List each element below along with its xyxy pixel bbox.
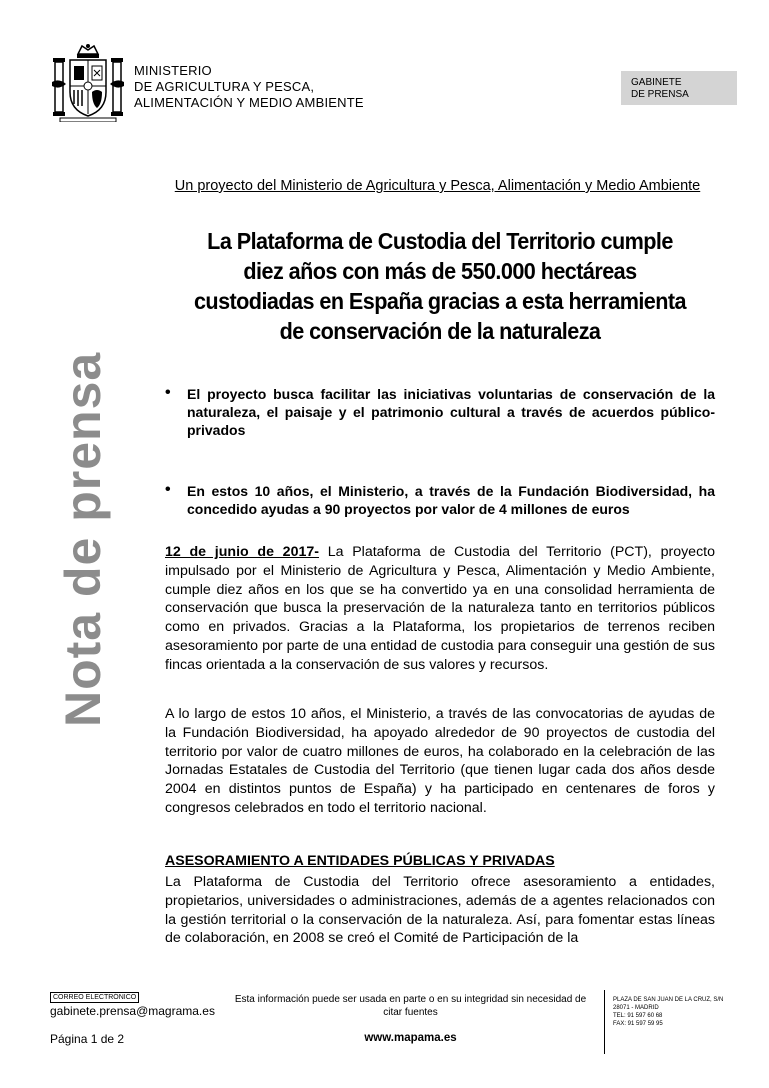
ministry-line-2: DE AGRICULTURA Y PESCA, xyxy=(134,79,315,94)
email-address[interactable]: gabinete.prensa@magrama.es xyxy=(50,1004,215,1018)
email-label: CORREO ELECTRÓNICO xyxy=(50,992,139,1003)
headline-line-3: custodiadas en España gracias a esta herramienta xyxy=(193,288,687,314)
footer-divider xyxy=(604,990,605,1054)
bullet-dot-icon: • xyxy=(165,481,171,498)
address-line-2: 28071 - MADRID xyxy=(613,1005,659,1011)
subtitle: Un proyecto del Ministerio de Agricultura y Pesca, Alimentación y Medio Ambiente xyxy=(174,178,701,194)
press-office-line-1: GABINETE xyxy=(631,77,682,88)
address-line-3: TEL: 91 597 60 68 xyxy=(613,1013,663,1019)
press-office-line-2: DE PRENSA xyxy=(631,89,689,100)
usage-note: Esta información puede ser usada en parte o en su integridad sin necesidad de citar fuentes xyxy=(234,994,587,1018)
summary-bullet-text: En estos 10 años, el Ministerio, a través de la Fundación Biodiversidad, ha concedido ayudas a 90 proyectos por valor de 4 millones de euros xyxy=(187,483,715,517)
body-paragraph-1-text: La Plataforma de Custodia del Territorio (PCT), proyecto impulsado por el Ministerio de Agricultura y Pesca, Alimentación y Medio Ambiente, cumple diez años en los que se ha convertido ya en una consolidad herramienta de conservación que busca la preservación de la naturaleza tanto en territorios públicos como en privados. Gracias a la Plataforma, los propietarios de terrenos reciben asesoramiento por parte de una entidad de custodia para conseguir una gestión de sus fincas orientada a la conservación de sus valores y recursos. xyxy=(165,544,715,673)
summary-bullet-text: El proyecto busca facilitar las iniciativas voluntarias de conservación de la naturaleza, el paisaje y el patrimonio cultural a través de acuerdos público-privados xyxy=(187,386,715,438)
address-line-4: FAX: 91 597 59 95 xyxy=(613,1021,663,1027)
headline-line-1: La Plataforma de Custodia del Territorio cumple xyxy=(207,228,673,254)
body-paragraph-1 xyxy=(165,543,715,675)
bullet-dot-icon: • xyxy=(165,384,171,401)
body-paragraph-2: A lo largo de estos 10 años, el Ministerio, a través de las convocatorias de ayudas de la Fundación Biodiversidad, ha apoyado alrededor de 90 proyectos de custodia del territorio por valor de cuatro millones de euros, ha colaborado en la celebración de las Jornadas Estatales de Custodia del Territorio (que tienen lugar cada dos años desde 2004 en distintos puntos de España) y ha participado en centenares de foros y congresos celebrados en todo el territorio nacional. xyxy=(165,706,715,816)
headline-line-2: diez años con más de 550.000 hectáreas xyxy=(243,258,637,284)
ministry-line-1: MINISTERIO xyxy=(134,63,212,78)
headline-line-4: de conservación de la naturaleza xyxy=(279,318,601,344)
press-office-badge xyxy=(621,71,737,105)
summary-bullet xyxy=(165,385,715,439)
press-release-side-label: Nota de prensa xyxy=(55,351,111,727)
website-link[interactable]: www.mapama.es xyxy=(364,1032,457,1044)
summary-bullet-list-2 xyxy=(165,482,715,518)
coat-of-arms-icon xyxy=(52,42,124,122)
ministry-line-3: ALIMENTACIÓN Y MEDIO AMBIENTE xyxy=(134,95,364,110)
release-date: 12 de junio de 2017- xyxy=(165,544,319,560)
postal-address xyxy=(613,996,723,1028)
address-line-1: PLAZA DE SAN JUAN DE LA CRUZ, S/N xyxy=(613,997,724,1003)
section-heading: ASESORAMIENTO A ENTIDADES PÚBLICAS Y PRIVADAS xyxy=(165,853,555,869)
headline xyxy=(182,226,699,346)
ministry-name xyxy=(134,63,364,111)
page-number: Página 1 de 2 xyxy=(50,1032,125,1046)
body-paragraph-3: La Plataforma de Custodia del Territorio ofrece asesoramiento a entidades, propietarios, universidades o administraciones, además de a agentes relacionados con la gestión territorial o la conservación de la naturaleza. Así, para fomentar estas líneas de colaboración, en 2008 se creó el Comité de Participación de la xyxy=(165,874,715,947)
summary-bullet xyxy=(165,482,715,518)
summary-bullet-list-1 xyxy=(165,385,715,439)
